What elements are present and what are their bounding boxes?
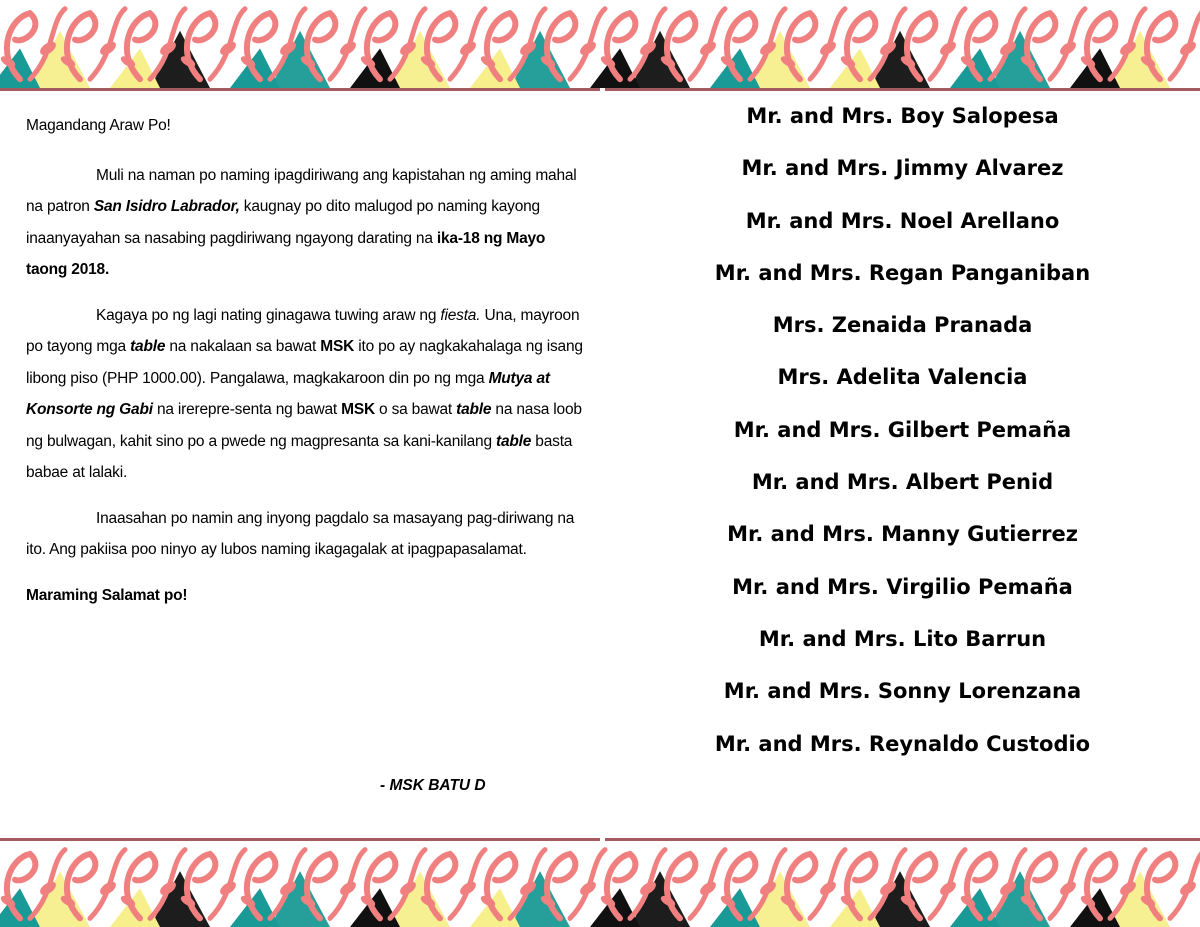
greeting: Magandang Araw Po! <box>26 117 171 134</box>
sponsor-name: Mr. and Mrs. Virgilio Pemaña <box>732 574 1073 599</box>
paragraph-closing: Inaasahan po namin ang inyong pagdalo sa masayang pag-diriwang na ito. Ang pakiisa poo ninyo ay lubos naming ikagagalak at ipagpapasalamat. <box>26 509 575 558</box>
sponsor-name: Mr. and Mrs. Gilbert Pemaña <box>733 417 1072 442</box>
sponsor-name: Mr. and Mrs. Manny Gutierrez <box>727 522 1078 547</box>
sponsors-panel <box>605 90 1200 840</box>
letter-body <box>26 110 586 611</box>
sponsor-name: Mr. and Mrs. Jimmy Alvarez <box>741 156 1064 181</box>
event-date: ika-18 ng Mayo taong 2018. <box>26 229 546 278</box>
top-decorative-border <box>0 0 1200 88</box>
signature: - MSK BATU D <box>380 777 486 794</box>
invitation-letter-panel <box>0 90 600 840</box>
sponsor-name: Mr. and Mrs. Regan Panganiban <box>714 260 1091 285</box>
sponsor-list <box>605 98 1200 778</box>
border-pattern <box>0 9 1200 88</box>
sponsor-name: Mr. and Mrs. Lito Barrun <box>758 626 1047 651</box>
thanks-line: Maraming Salamat po! <box>26 586 188 604</box>
sponsor-name: Mr. and Mrs. Boy Salopesa <box>746 104 1059 128</box>
sponsor-name: Mr. and Mrs. Sonny Lorenzana <box>723 679 1082 704</box>
sponsor-name: Mr. and Mrs. Noel Arellano <box>745 208 1060 233</box>
sponsor-name: Mrs. Zenaida Pranada <box>772 313 1033 338</box>
paragraph-details: Kagaya po ng lagi nating ginagawa tuwing araw ng fiesta. Una, mayroon po tayong mga table na nakalaan sa bawat MSK ito po ay nagkakahalaga ng isang libong piso (PHP 1000.00). Pangalawa, magkakaroon din po ng mga Mutya at Konsorte ng Gabi na irerepre-senta ng bawat MSK o sa bawat table na nasa loob ng bulwagan, kahit sino po a pwede ng magpresanta sa kani-kanilang table basta babae at lalaki. <box>26 306 583 481</box>
border-pattern <box>0 850 1200 927</box>
paragraph-invitation: Muli na naman po naming ipagdiriwang ang kapistahan ng aming mahal na patron San Isidro Labrador, kaugnay po dito malugod po naming kayong inaanyayahan sa nasabing pagdiriwang ngayong darating na ika-18 ng Mayo taong 2018. <box>26 166 577 278</box>
sponsor-name: Mr. and Mrs. Reynaldo Custodio <box>714 731 1091 756</box>
sponsor-name: Mr. and Mrs. Albert Penid <box>751 470 1054 495</box>
bottom-decorative-border <box>0 841 1200 927</box>
sponsor-name: Mrs. Adelita Valencia <box>777 365 1028 390</box>
patron-name: San Isidro Labrador, <box>93 198 240 215</box>
